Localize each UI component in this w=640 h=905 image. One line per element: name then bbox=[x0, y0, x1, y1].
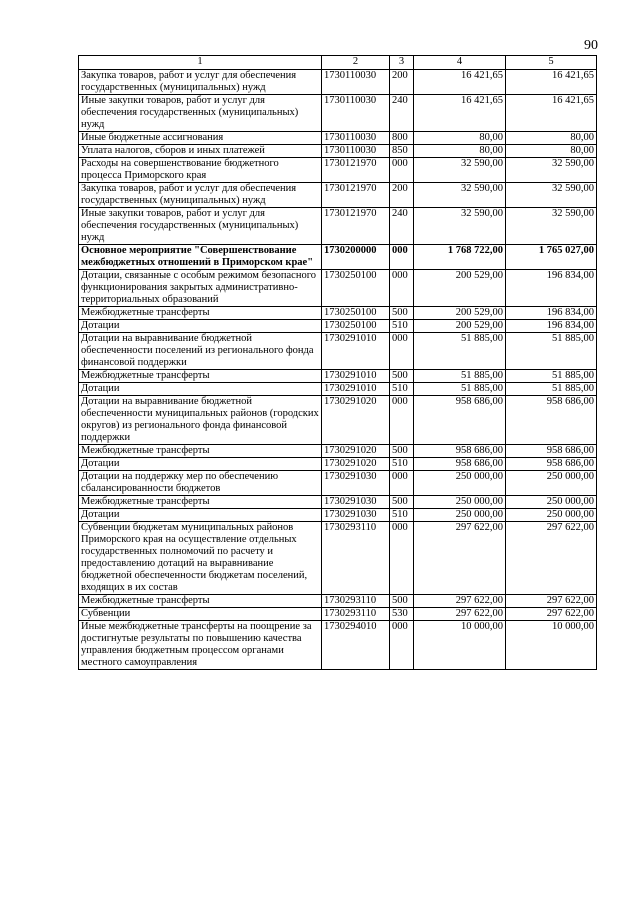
header-cell-5: 5 bbox=[506, 56, 597, 70]
row-code: 1730250100 bbox=[322, 270, 390, 307]
row-name: Межбюджетные трансферты bbox=[79, 370, 322, 383]
row-value-4: 250 000,00 bbox=[414, 471, 506, 496]
table-row bbox=[79, 158, 597, 183]
row-name: Дотации на выравнивание бюджетной обеспеченности муниципальных районов (городских округов) из регионального фонда финансовой поддержки bbox=[79, 396, 322, 445]
header-cell-1: 1 bbox=[79, 56, 322, 70]
row-value-5: 16 421,65 bbox=[506, 95, 597, 132]
row-value-5: 1 765 027,00 bbox=[506, 245, 597, 270]
header-cell-3: 3 bbox=[390, 56, 414, 70]
row-code: 1730291020 bbox=[322, 445, 390, 458]
table-row bbox=[79, 608, 597, 621]
row-type: 240 bbox=[390, 95, 414, 132]
table-row bbox=[79, 70, 597, 95]
row-value-4: 297 622,00 bbox=[414, 608, 506, 621]
row-value-4: 32 590,00 bbox=[414, 158, 506, 183]
table-row bbox=[79, 621, 597, 670]
row-value-5: 51 885,00 bbox=[506, 383, 597, 396]
row-type: 500 bbox=[390, 307, 414, 320]
row-name: Уплата налогов, сборов и иных платежей bbox=[79, 145, 322, 158]
row-value-4: 200 529,00 bbox=[414, 270, 506, 307]
table-row bbox=[79, 145, 597, 158]
row-type: 500 bbox=[390, 445, 414, 458]
row-value-5: 250 000,00 bbox=[506, 496, 597, 509]
row-name: Закупка товаров, работ и услуг для обеспечения государственных (муниципальных) нужд bbox=[79, 70, 322, 95]
table-row bbox=[79, 132, 597, 145]
row-value-5: 196 834,00 bbox=[506, 270, 597, 307]
row-code: 1730293110 bbox=[322, 522, 390, 595]
row-code: 1730121970 bbox=[322, 183, 390, 208]
row-value-5: 297 622,00 bbox=[506, 608, 597, 621]
row-type: 500 bbox=[390, 496, 414, 509]
table-row bbox=[79, 595, 597, 608]
row-name: Иные межбюджетные трансферты на поощрение за достигнутые результаты по повышению качества управления бюджетным процессом органами местного самоуправления bbox=[79, 621, 322, 670]
header-row bbox=[79, 56, 597, 70]
table-row bbox=[79, 307, 597, 320]
row-name: Межбюджетные трансферты bbox=[79, 307, 322, 320]
row-name: Межбюджетные трансферты bbox=[79, 595, 322, 608]
header-cell-4: 4 bbox=[414, 56, 506, 70]
table-row bbox=[79, 509, 597, 522]
row-type: 000 bbox=[390, 270, 414, 307]
row-value-4: 958 686,00 bbox=[414, 445, 506, 458]
row-value-5: 32 590,00 bbox=[506, 158, 597, 183]
row-value-4: 32 590,00 bbox=[414, 183, 506, 208]
row-type: 800 bbox=[390, 132, 414, 145]
row-value-4: 16 421,65 bbox=[414, 70, 506, 95]
row-name: Иные закупки товаров, работ и услуг для обеспечения государственных (муниципальных) нужд bbox=[79, 95, 322, 132]
row-value-5: 958 686,00 bbox=[506, 458, 597, 471]
row-type: 510 bbox=[390, 383, 414, 396]
row-code: 1730294010 bbox=[322, 621, 390, 670]
table-row bbox=[79, 320, 597, 333]
row-type: 000 bbox=[390, 333, 414, 370]
row-name: Дотации bbox=[79, 320, 322, 333]
row-value-4: 250 000,00 bbox=[414, 496, 506, 509]
table-row bbox=[79, 370, 597, 383]
row-code: 1730110030 bbox=[322, 70, 390, 95]
table-row bbox=[79, 458, 597, 471]
row-code: 1730293110 bbox=[322, 608, 390, 621]
row-code: 1730121970 bbox=[322, 158, 390, 183]
row-type: 000 bbox=[390, 158, 414, 183]
table-row bbox=[79, 270, 597, 307]
row-code: 1730291020 bbox=[322, 458, 390, 471]
row-code: 1730110030 bbox=[322, 132, 390, 145]
row-value-5: 16 421,65 bbox=[506, 70, 597, 95]
row-code: 1730293110 bbox=[322, 595, 390, 608]
row-type: 850 bbox=[390, 145, 414, 158]
row-type: 500 bbox=[390, 595, 414, 608]
table-row bbox=[79, 383, 597, 396]
row-value-5: 297 622,00 bbox=[506, 522, 597, 595]
table-row bbox=[79, 208, 597, 245]
row-value-4: 958 686,00 bbox=[414, 396, 506, 445]
row-code: 1730291030 bbox=[322, 471, 390, 496]
table-row bbox=[79, 396, 597, 445]
row-code: 1730291010 bbox=[322, 383, 390, 396]
page-number: 90 bbox=[584, 38, 598, 53]
row-value-5: 196 834,00 bbox=[506, 307, 597, 320]
row-name: Иные закупки товаров, работ и услуг для обеспечения государственных (муниципальных) нужд bbox=[79, 208, 322, 245]
row-type: 510 bbox=[390, 320, 414, 333]
header-cell-2: 2 bbox=[322, 56, 390, 70]
table-row bbox=[79, 522, 597, 595]
row-code: 1730291030 bbox=[322, 509, 390, 522]
row-name: Дотации bbox=[79, 383, 322, 396]
row-name: Расходы на совершенствование бюджетного процесса Приморского края bbox=[79, 158, 322, 183]
row-value-4: 10 000,00 bbox=[414, 621, 506, 670]
row-name: Субвенции бюджетам муниципальных районов Приморского края на осуществление отдельных государственных полномочий по расчету и предоставлению дотаций на выравнивание бюджетной обеспеченности бюджетам поселений, входящих в их состав bbox=[79, 522, 322, 595]
row-type: 510 bbox=[390, 509, 414, 522]
table-row bbox=[79, 183, 597, 208]
row-value-4: 32 590,00 bbox=[414, 208, 506, 245]
row-value-5: 51 885,00 bbox=[506, 333, 597, 370]
row-code: 1730291020 bbox=[322, 396, 390, 445]
row-type: 510 bbox=[390, 458, 414, 471]
row-value-4: 200 529,00 bbox=[414, 320, 506, 333]
row-name: Закупка товаров, работ и услуг для обеспечения государственных (муниципальных) нужд bbox=[79, 183, 322, 208]
row-value-5: 958 686,00 bbox=[506, 445, 597, 458]
row-value-5: 32 590,00 bbox=[506, 183, 597, 208]
row-value-4: 51 885,00 bbox=[414, 383, 506, 396]
row-value-4: 80,00 bbox=[414, 132, 506, 145]
row-name: Дотации на поддержку мер по обеспечению сбалансированности бюджетов bbox=[79, 471, 322, 496]
row-type: 500 bbox=[390, 370, 414, 383]
row-value-5: 10 000,00 bbox=[506, 621, 597, 670]
row-name: Дотации bbox=[79, 458, 322, 471]
row-value-4: 297 622,00 bbox=[414, 522, 506, 595]
row-code: 1730200000 bbox=[322, 245, 390, 270]
table-row bbox=[79, 333, 597, 370]
row-value-5: 297 622,00 bbox=[506, 595, 597, 608]
row-code: 1730110030 bbox=[322, 95, 390, 132]
row-code: 1730110030 bbox=[322, 145, 390, 158]
row-name: Иные бюджетные ассигнования bbox=[79, 132, 322, 145]
row-code: 1730250100 bbox=[322, 320, 390, 333]
row-type: 530 bbox=[390, 608, 414, 621]
row-value-5: 51 885,00 bbox=[506, 370, 597, 383]
row-code: 1730291010 bbox=[322, 370, 390, 383]
row-value-4: 200 529,00 bbox=[414, 307, 506, 320]
row-value-5: 80,00 bbox=[506, 145, 597, 158]
row-value-5: 250 000,00 bbox=[506, 471, 597, 496]
row-name: Основное мероприятие "Совершенствование межбюджетных отношений в Приморском крае" bbox=[79, 245, 322, 270]
row-type: 000 bbox=[390, 471, 414, 496]
row-type: 000 bbox=[390, 522, 414, 595]
table-row bbox=[79, 445, 597, 458]
row-value-4: 51 885,00 bbox=[414, 333, 506, 370]
row-name: Субвенции bbox=[79, 608, 322, 621]
row-name: Межбюджетные трансферты bbox=[79, 496, 322, 509]
row-value-5: 196 834,00 bbox=[506, 320, 597, 333]
row-value-4: 297 622,00 bbox=[414, 595, 506, 608]
row-code: 1730250100 bbox=[322, 307, 390, 320]
row-code: 1730121970 bbox=[322, 208, 390, 245]
row-value-5: 32 590,00 bbox=[506, 208, 597, 245]
row-value-4: 1 768 722,00 bbox=[414, 245, 506, 270]
table-row bbox=[79, 496, 597, 509]
row-type: 000 bbox=[390, 245, 414, 270]
row-type: 000 bbox=[390, 396, 414, 445]
table-row bbox=[79, 245, 597, 270]
row-code: 1730291030 bbox=[322, 496, 390, 509]
row-value-4: 250 000,00 bbox=[414, 509, 506, 522]
budget-table bbox=[78, 55, 597, 670]
row-value-4: 80,00 bbox=[414, 145, 506, 158]
row-value-4: 958 686,00 bbox=[414, 458, 506, 471]
row-type: 200 bbox=[390, 70, 414, 95]
row-type: 000 bbox=[390, 621, 414, 670]
row-type: 240 bbox=[390, 208, 414, 245]
row-name: Межбюджетные трансферты bbox=[79, 445, 322, 458]
row-value-5: 250 000,00 bbox=[506, 509, 597, 522]
row-value-4: 51 885,00 bbox=[414, 370, 506, 383]
table-row bbox=[79, 471, 597, 496]
row-name: Дотации, связанные с особым режимом безопасного функционирования закрытых административно-территориальных образований bbox=[79, 270, 322, 307]
row-code: 1730291010 bbox=[322, 333, 390, 370]
table-row bbox=[79, 95, 597, 132]
row-name: Дотации bbox=[79, 509, 322, 522]
row-value-5: 958 686,00 bbox=[506, 396, 597, 445]
row-value-5: 80,00 bbox=[506, 132, 597, 145]
row-value-4: 16 421,65 bbox=[414, 95, 506, 132]
row-name: Дотации на выравнивание бюджетной обеспеченности поселений из регионального фонда финансовой поддержки bbox=[79, 333, 322, 370]
row-type: 200 bbox=[390, 183, 414, 208]
